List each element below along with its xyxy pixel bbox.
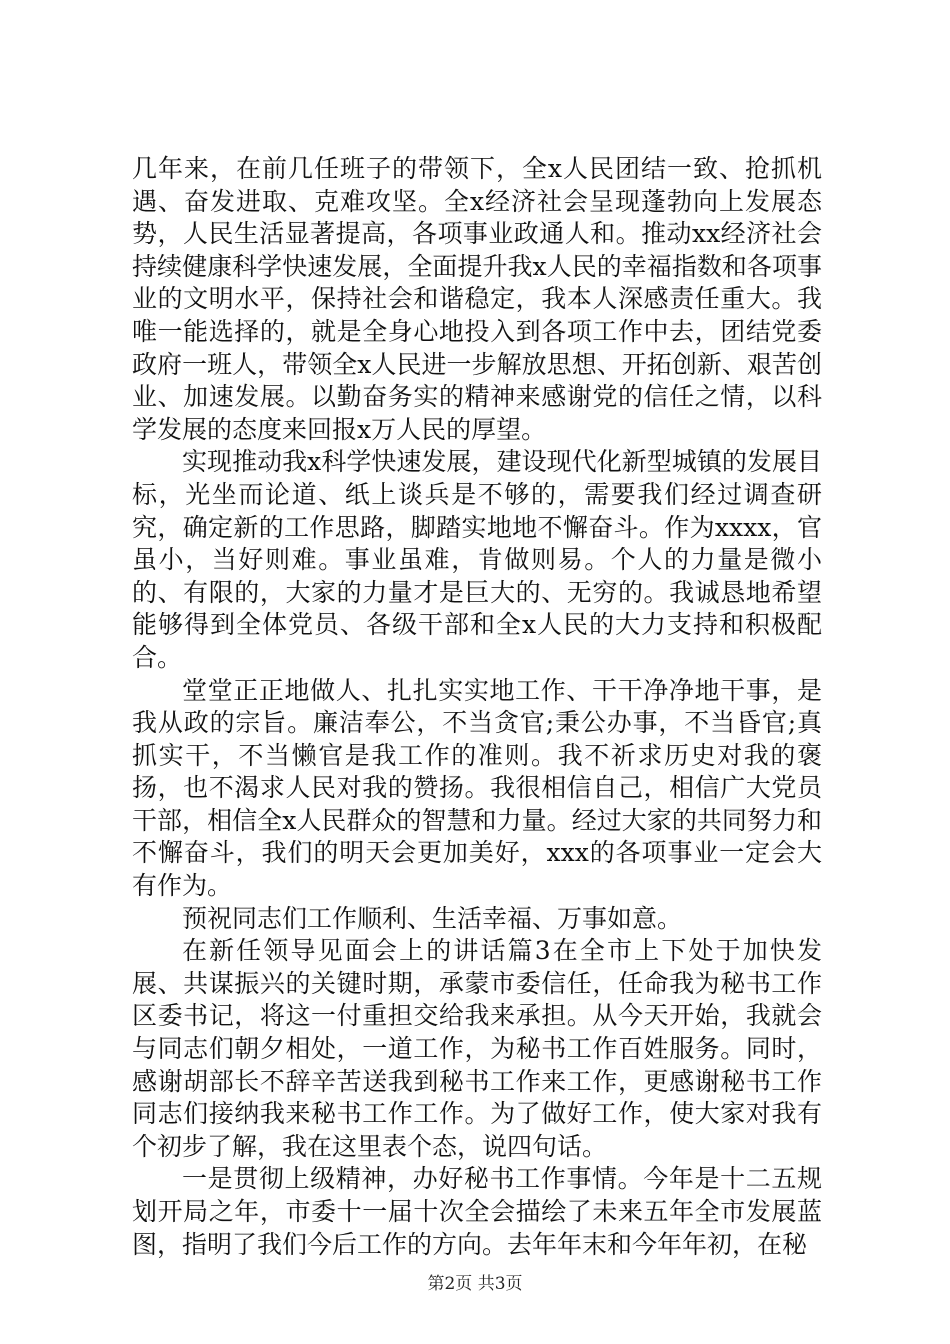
paragraph-1: 几年来，在前几任班子的带领下，全x人民团结一致、抢抓机遇、奋发进取、克难攻坚。全x经济社会呈现蓬勃向上发展态势，人民生活显著提高，各项事业政通人和。推动xx经济社会持续健康科学快速发展，全面提升我x人民的幸福指数和各项事业的文明水平，保持社会和谐稳定，我本人深感责任重大。我唯一能选择的，就是全身心地投入到各项工作中去，团结党委政府一班人，带领全x人民进一步解放思想、开拓创新、艰苦创业、加速发展。以勤奋务实的精神来感谢党的信任之情，以科学发展的态度来回报x万人民的厚望。 bbox=[132, 154, 822, 444]
paragraph-3: 堂堂正正地做人、扎扎实实地工作、干干净净地干事，是我从政的宗旨。廉洁奉公，不当贪官;秉公办事，不当昏官;真抓实干，不当懒官是我工作的准则。我不祈求历史对我的褒扬，也不渴求人民对我的赞扬。我很相信自己，相信广大党员干部，相信全x人民群众的智慧和力量。经过大家的共同努力和不懈奋斗，我们的明天会更加美好，xxx的各项事业一定会大有作为。 bbox=[132, 675, 822, 901]
paragraph-2: 实现推动我x科学快速发展，建设现代化新型城镇的发展目标，光坐而论道、纸上谈兵是不够的，需要我们经过调查研究，确定新的工作思路，脚踏实地地不懈奋斗。作为xxxx，官虽小，当好则难。事业虽难，肯做则易。个人的力量是微小的、有限的，大家的力量才是巨大的、无穷的。我诚恳地希望能够得到全体党员、各级干部和全x人民的大力支持和积极配合。 bbox=[132, 447, 822, 672]
paragraph-6: 一是贯彻上级精神，办好秘书工作事情。今年是十二五规划开局之年，市委十一届十次全会描绘了未来五年全市发展蓝图，指明了我们今后工作的方向。去年年末和今年年初，在秘 bbox=[132, 1164, 822, 1259]
paragraph-4: 预祝同志们工作顺利、生活幸福、万事如意。 bbox=[182, 903, 683, 933]
page-number-footer: 第2页 共3页 bbox=[427, 1274, 523, 1294]
paragraph-5: 在新任领导见面会上的讲话篇3在全市上下处于加快发展、共谋振兴的关键时期，承蒙市委信任，任命我为秘书工作区委书记，将这一付重担交给我来承担。从今天开始，我就会与同志们朝夕相处，一道工作，为秘书工作百姓服务。同时，感谢胡部长不辞辛苦送我到秘书工作来工作，更感谢秘书工作同志们接纳我来秘书工作工作。为了做好工作，使大家对我有个初步了解，我在这里表个态，说四句话。 bbox=[132, 936, 822, 1161]
body-text bbox=[132, 153, 822, 1261]
